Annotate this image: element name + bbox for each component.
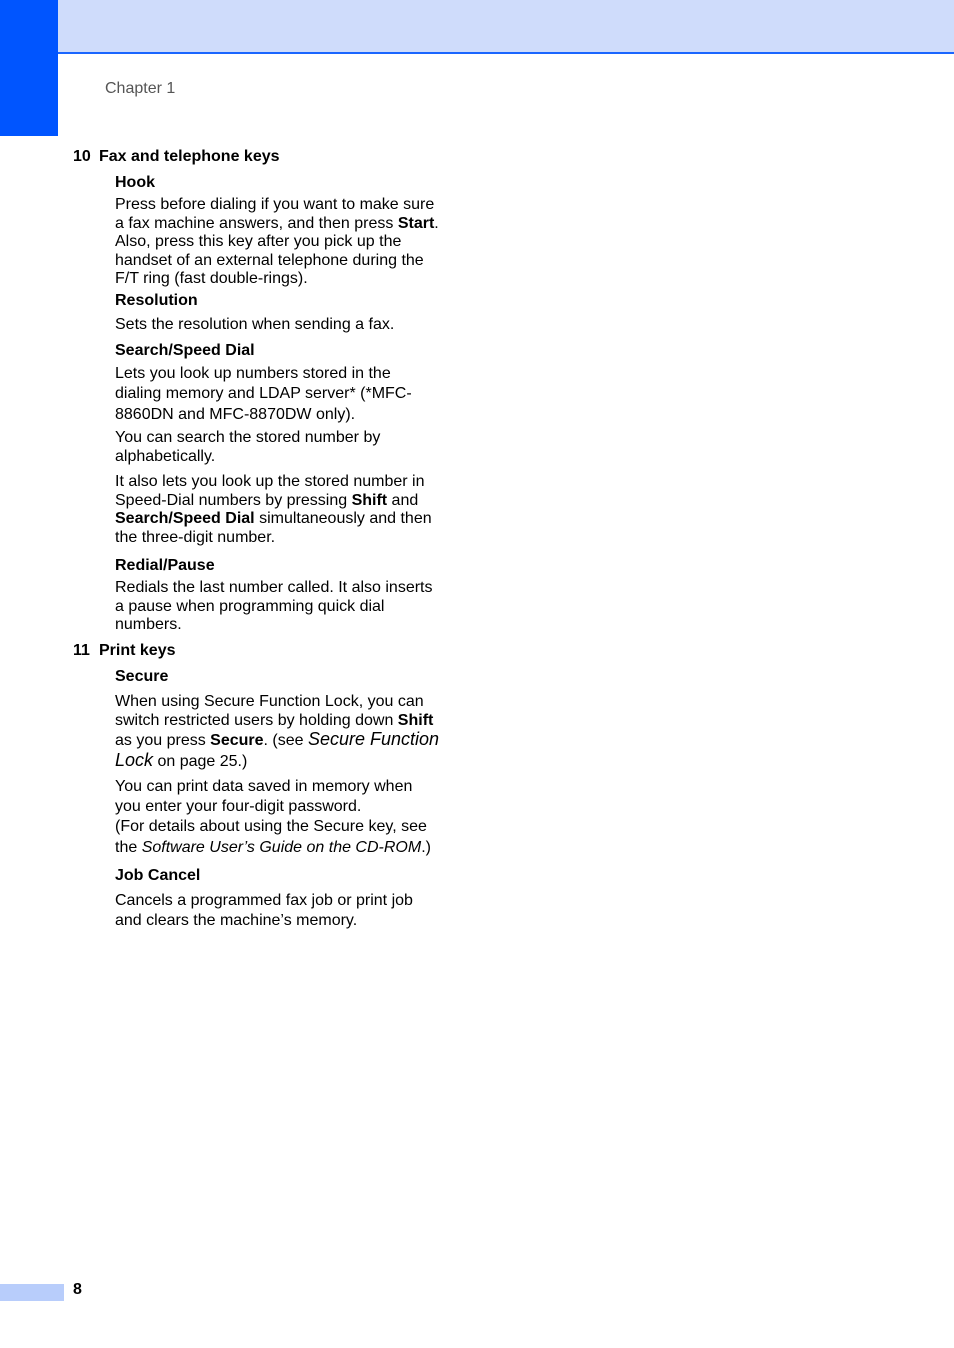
section-11-heading [73,642,175,660]
chapter-label: Chapter 1 [105,80,176,97]
job-cancel-title: Job Cancel [115,867,201,884]
resolution-description: Sets the resolution when sending a fax. [115,316,395,333]
search-description-1: Lets you look up numbers stored in the dialing memory and LDAP server* (*MFC-8860DN and MFC-8870DW only). [115,365,412,423]
resolution-title: Resolution [115,292,198,309]
section-10-heading [73,148,280,166]
hook-description: Press before dialing if you want to make sure a fax machine answers, and then press Start. Also, press this key after you pick up the handset of an external telephone during the F/T ring (fast double-rings). [115,196,439,288]
redial-description: Redials the last number called. It also inserts a pause when programming quick dial numbers. [115,579,433,634]
section-title: Fax and telephone keys [99,148,280,165]
footer-bar [0,1284,64,1301]
chapter-tab [0,0,58,136]
search-speed-dial-title: Search/Speed Dial [115,342,255,359]
header-band [0,0,954,52]
header-rule [58,52,954,54]
hook-title: Hook [115,174,155,191]
section-title: Print keys [99,642,176,659]
secure-description-1: When using Secure Function Lock, you can switch restricted users by holding down Shift as you press Secure. (see Secure Function Lock on page 25.) [115,693,440,770]
page-number: 8 [73,1281,82,1298]
redial-pause-title: Redial/Pause [115,557,215,574]
secure-title: Secure [115,668,169,685]
search-description-2: You can search the stored number by alphabetically. [115,429,381,465]
search-description-3: It also lets you look up the stored number in Speed-Dial numbers by pressing Shift and Search/Speed Dial simultaneously and then the three-digit number. [115,473,432,546]
section-number: 10 [73,148,91,165]
section-number: 11 [73,642,90,659]
job-cancel-description: Cancels a programmed fax job or print job and clears the machine’s memory. [115,892,413,929]
secure-description-2: You can print data saved in memory when you enter your four-digit password. (For details about using the Secure key, see the Software User’s Guide on the CD-ROM.) [115,778,431,856]
